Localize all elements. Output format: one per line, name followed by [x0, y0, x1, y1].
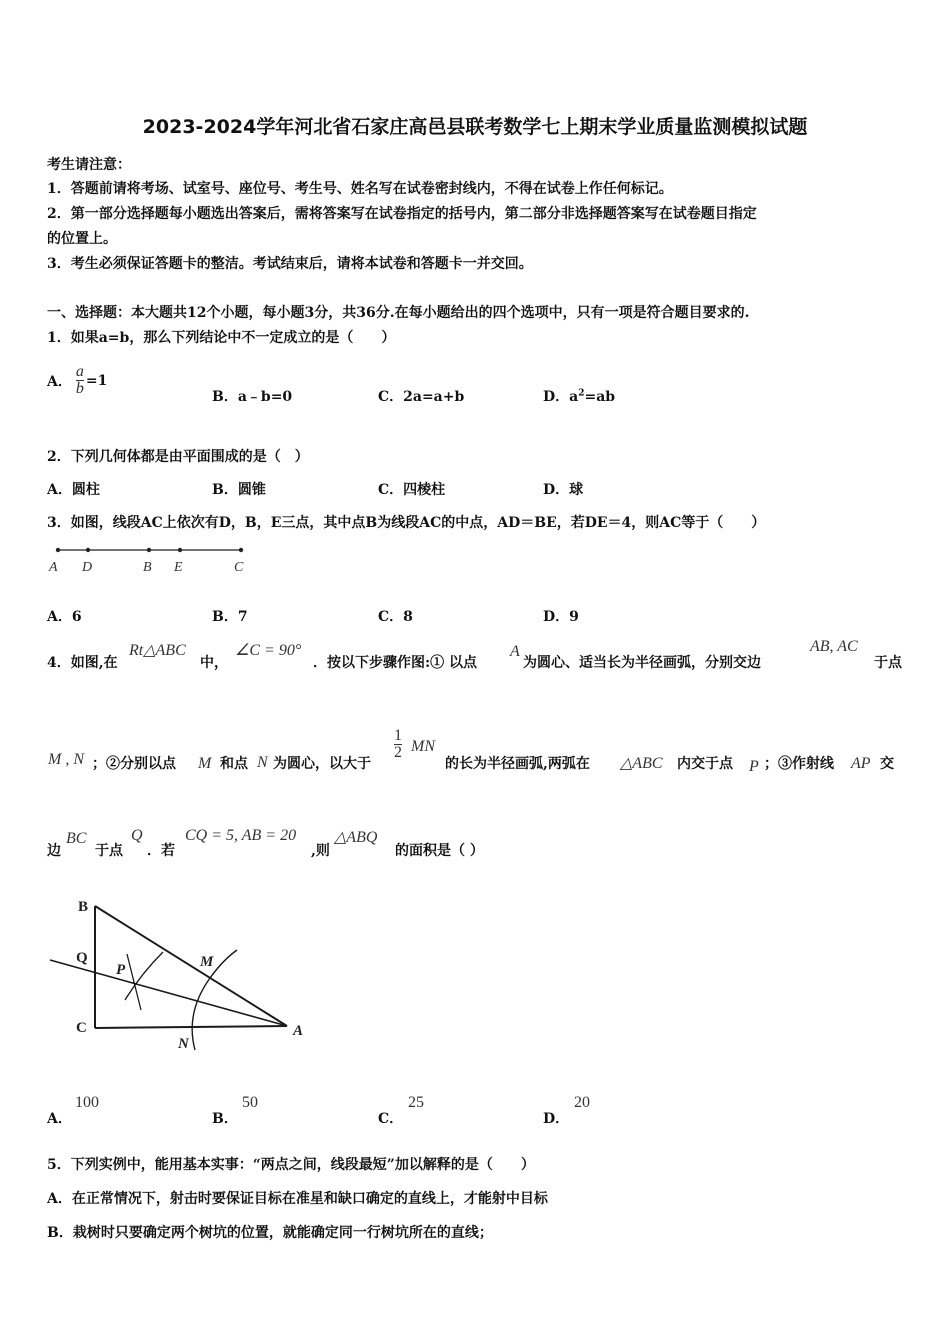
- q4-line2-d: 的长为半径画弧,两弧在: [445, 756, 590, 772]
- notice-heading: 考生请注意：: [47, 157, 131, 173]
- q3-label-e: E: [174, 560, 183, 575]
- q4-line1-e: 于点: [874, 655, 902, 671]
- q4-option-c-value: 25: [408, 1094, 424, 1111]
- q4-fig-label-q: Q: [76, 950, 88, 966]
- q2-option-a: A．圆柱: [47, 482, 100, 498]
- q1-option-a-tail: =1: [85, 372, 108, 389]
- q4-math-ap: AP: [851, 755, 871, 772]
- q4-line1-d: 为圆心、适当长为半径画弧，分别交边: [523, 655, 761, 671]
- q4-half-fraction: [394, 728, 402, 761]
- q4-side-ca: [95, 1026, 287, 1028]
- q4-option-b-label: B．: [212, 1111, 238, 1127]
- q4-math-p: P: [749, 758, 759, 775]
- q3-point-c: [239, 548, 243, 552]
- q3-label-d: D: [82, 560, 93, 575]
- q1-option-a: [47, 364, 107, 397]
- q4-line2-b: 和点: [220, 756, 248, 772]
- q1-option-a-label: A．: [47, 373, 72, 390]
- q4-fig-label-n: N: [178, 1036, 189, 1052]
- q3-point-b: [147, 548, 151, 552]
- q4-option-b-value: 50: [242, 1094, 258, 1111]
- q4-math-m: M: [198, 755, 212, 772]
- q4-fig-label-b: B: [78, 899, 89, 915]
- q4-math-ab-ac: AB, AC: [810, 638, 858, 655]
- q1-option-c: C．2a=a+b: [378, 389, 465, 405]
- q4-ray-ap: [50, 960, 287, 1026]
- q1-option-d-sup: 2: [578, 388, 585, 399]
- q1-fraction-den: b: [75, 380, 84, 397]
- q5-option-b: B．栽树时只要确定两个树坑的位置，就能确定同一行树坑所在的直线；: [47, 1225, 493, 1241]
- q4-line2-c: 为圆心，以大于: [273, 756, 371, 772]
- q4-arc-center-a: [192, 950, 237, 1050]
- notice-item-3: 3．考生必须保证答题卡的整洁。考试结束后，请将本试卷和答题卡一并交回。: [47, 256, 533, 272]
- q1-stem: 1．如果a=b，那么下列结论中不一定成立的是（ ）: [47, 330, 396, 346]
- q4-line2-a: ；②分别以点: [92, 756, 176, 772]
- q4-math-triangle-abq: △ABQ: [334, 829, 378, 846]
- q4-option-d-value: 20: [574, 1094, 590, 1111]
- q4-line2-e: 内交于点: [677, 756, 733, 772]
- q1-option-d: [543, 386, 615, 406]
- q2-option-d: D．球: [543, 482, 584, 498]
- q4-line1-b: 中，: [200, 655, 228, 671]
- q3-option-b: B．7: [212, 609, 248, 625]
- q4-half-den: 2: [394, 744, 402, 761]
- q4-math-bc: BC: [66, 830, 87, 847]
- q4-triangle-figure: [45, 878, 320, 1058]
- q5-stem: 5．下列实例中，能用基本实事：“两点之间，线段最短”加以解释的是（ ）: [47, 1157, 535, 1173]
- q3-option-d: D．9: [543, 609, 579, 625]
- q4-math-given: CQ = 5, AB = 20: [185, 827, 297, 844]
- q3-label-b: B: [143, 560, 152, 575]
- q2-option-b: B．圆锥: [212, 482, 266, 498]
- q4-line2-g: 交: [880, 756, 894, 772]
- q4-half-num: 1: [394, 727, 402, 744]
- q4-line3-e: 的面积是（ ）: [395, 843, 484, 859]
- q4-fig-label-c: C: [76, 1020, 87, 1036]
- q4-line2-f: ；③作射线: [764, 756, 834, 772]
- q4-fig-label-a: A: [293, 1023, 304, 1039]
- q4-option-a-label: A．: [47, 1111, 72, 1127]
- q3-label-a: A: [49, 560, 58, 575]
- notice-item-1: 1．答题前请将考场、试室号、座位号、考生号、姓名写在试卷密封线内，不得在试卷上作任何标记。: [47, 181, 673, 197]
- q3-label-c: C: [234, 560, 244, 575]
- q5-option-a: A．在正常情况下，射击时要保证目标在准星和缺口确定的直线上，才能射中目标: [47, 1191, 548, 1207]
- q4-line1-a: 4．如图,在: [47, 655, 118, 671]
- q4-math-point-a: A: [510, 643, 520, 660]
- q1-option-b: B．a﹣b=0: [212, 389, 293, 405]
- q4-fig-label-m: M: [200, 954, 214, 970]
- q4-option-d-label: D．: [543, 1111, 570, 1127]
- q3-point-a: [56, 548, 60, 552]
- q3-stem: 3．如图，线段AC上依次有D，B，E三点，其中点B为线段AC的中点，AD＝BE，若DE＝4，则AC等于（ ）: [47, 515, 766, 531]
- q3-option-c: C．8: [378, 609, 413, 625]
- q4-fig-label-p: P: [116, 962, 126, 978]
- q1-fraction: [76, 364, 84, 397]
- q3-point-e: [178, 548, 182, 552]
- notice-item-2-cont: 的位置上。: [47, 231, 117, 247]
- q4-arc-from-m: [125, 952, 163, 1000]
- page-title: 2023-2024学年河北省石家庄高邑县联考数学七上期末学业质量监测模拟试题: [142, 116, 808, 138]
- q3-point-d: [86, 548, 90, 552]
- q4-line3-c: ．若: [147, 843, 175, 859]
- q2-stem: 2．下列几何体都是由平面围成的是（ ）: [47, 449, 309, 465]
- q4-math-m-n: M , N: [48, 751, 84, 768]
- q2-option-c: C．四棱柱: [378, 482, 446, 498]
- q4-math-rt-triangle: Rt△ABC: [129, 642, 186, 659]
- q4-option-c-label: C．: [378, 1111, 404, 1127]
- q1-fraction-num: a: [75, 363, 84, 380]
- q1-option-d-pre: D．a: [543, 389, 579, 405]
- notice-item-2: 2．第一部分选择题每小题选出答案后，需将答案写在试卷指定的括号内，第二部分非选择题答案写在试卷题目指定: [47, 206, 757, 222]
- q4-option-a-value: 100: [75, 1094, 99, 1111]
- q4-math-q: Q: [131, 827, 143, 844]
- q4-line1-c: ．按以下步骤作图:① 以点: [313, 655, 478, 671]
- q4-math-mn: MN: [411, 738, 435, 755]
- section-heading: 一、选择题：本大题共12个小题，每小题3分，共36分.在每小题给出的四个选项中，只有一项是符合题目要求的.: [47, 305, 750, 321]
- q3-segment-figure: [45, 540, 255, 578]
- q4-line3-a: 边: [47, 843, 61, 859]
- q4-line3-d: ,则: [311, 843, 330, 859]
- q4-math-n: N: [257, 754, 268, 771]
- q4-line3-b: 于点: [95, 843, 123, 859]
- q4-math-triangle-abc: △ABC: [620, 755, 663, 772]
- q1-option-d-post: =ab: [584, 389, 616, 405]
- q4-math-right-angle: ∠C = 90°: [235, 642, 302, 659]
- q3-option-a: A．6: [47, 609, 82, 625]
